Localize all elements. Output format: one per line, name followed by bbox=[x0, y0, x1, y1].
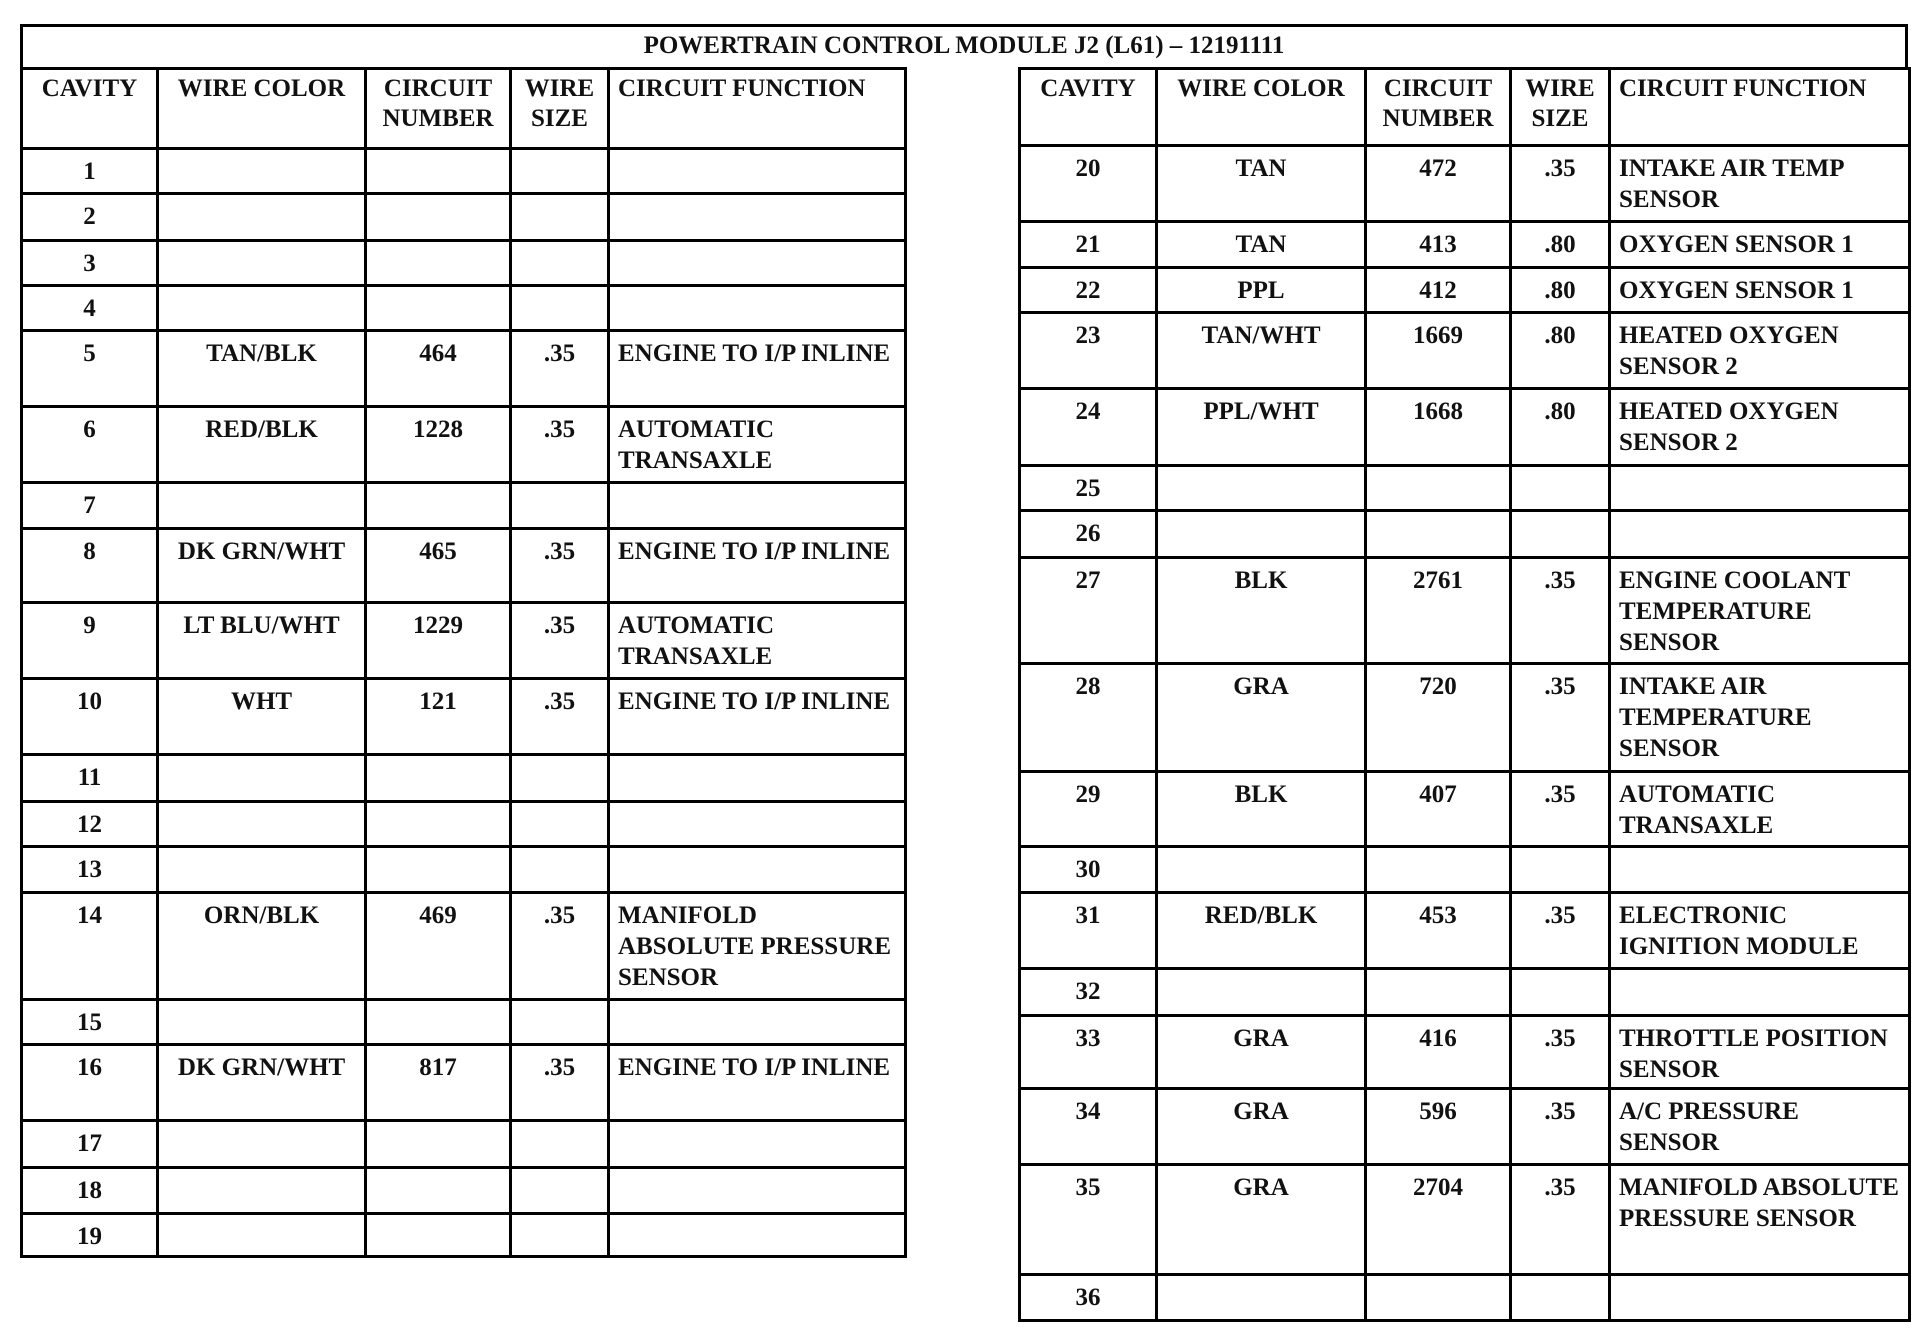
wire-size-cell: .35 bbox=[1511, 146, 1610, 222]
cavity-cell: 32 bbox=[1020, 969, 1157, 1016]
wire-color-cell: RED/BLK bbox=[158, 407, 366, 483]
table-row bbox=[22, 194, 906, 241]
circuit-function-cell: A/C PRESSURE SENSOR bbox=[1610, 1089, 1910, 1165]
circuit-number-cell: 2761 bbox=[1366, 558, 1511, 664]
wire-size-cell: .35 bbox=[511, 1045, 609, 1121]
wire-color-cell: BLK bbox=[1157, 772, 1366, 847]
cavity-cell: 6 bbox=[22, 407, 158, 483]
table-row bbox=[1020, 558, 1910, 664]
circuit-function-cell bbox=[1610, 466, 1910, 511]
wire-size-cell bbox=[1511, 969, 1610, 1016]
wire-size-cell bbox=[1511, 466, 1610, 511]
cavity-cell: 10 bbox=[22, 679, 158, 755]
table-row bbox=[22, 1214, 906, 1257]
circuit-number-cell: 412 bbox=[1366, 268, 1511, 313]
table-row bbox=[22, 407, 906, 483]
wire-size-cell: .80 bbox=[1511, 389, 1610, 466]
cavity-cell: 36 bbox=[1020, 1275, 1157, 1321]
circuit-function-cell bbox=[609, 241, 906, 286]
table-row bbox=[1020, 847, 1910, 893]
circuit-number-cell: 1228 bbox=[366, 407, 511, 483]
circuit-number-cell: 720 bbox=[1366, 664, 1511, 772]
wire-color-cell bbox=[1157, 466, 1366, 511]
circuit-function-cell: OXYGEN SENSOR 1 bbox=[1610, 222, 1910, 268]
wire-color-cell bbox=[158, 755, 366, 802]
table-row bbox=[1020, 511, 1910, 558]
wire-color-cell bbox=[158, 1168, 366, 1214]
table-row bbox=[22, 603, 906, 679]
circuit-function-cell: INTAKE AIR TEMPERATURE SENSOR bbox=[1610, 664, 1910, 772]
circuit-function-cell bbox=[609, 483, 906, 529]
table-row bbox=[22, 483, 906, 529]
table-row bbox=[1020, 969, 1910, 1016]
circuit-number-cell bbox=[366, 1214, 511, 1257]
wire-size-cell bbox=[511, 194, 609, 241]
wire-color-cell: LT BLU/WHT bbox=[158, 603, 366, 679]
wire-color-cell: GRA bbox=[1157, 664, 1366, 772]
table-row bbox=[1020, 222, 1910, 268]
header-wire-size: WIRE SIZE bbox=[511, 69, 609, 149]
circuit-number-cell bbox=[1366, 466, 1511, 511]
cavity-cell: 4 bbox=[22, 286, 158, 331]
wire-color-cell: PPL bbox=[1157, 268, 1366, 313]
wire-color-cell bbox=[158, 241, 366, 286]
circuit-number-cell: 464 bbox=[366, 331, 511, 407]
circuit-function-cell: ELECTRONIC IGNITION MODULE bbox=[1610, 893, 1910, 969]
wire-size-cell bbox=[1511, 1275, 1610, 1321]
table-row bbox=[22, 893, 906, 1000]
pinout-table-right bbox=[1018, 67, 1911, 1322]
header-wire-size: WIRE SIZE bbox=[1511, 69, 1610, 146]
wire-size-cell bbox=[511, 847, 609, 893]
table-row bbox=[1020, 146, 1910, 222]
circuit-number-cell bbox=[366, 1121, 511, 1168]
circuit-function-cell: ENGINE TO I/P INLINE bbox=[609, 529, 906, 603]
circuit-number-cell: 416 bbox=[1366, 1016, 1511, 1089]
wire-size-cell bbox=[511, 286, 609, 331]
circuit-number-cell bbox=[366, 286, 511, 331]
wire-color-cell bbox=[158, 286, 366, 331]
wire-color-cell bbox=[158, 483, 366, 529]
pinout-table-left bbox=[20, 67, 907, 1258]
wire-size-cell: .35 bbox=[1511, 893, 1610, 969]
table-row bbox=[1020, 1275, 1910, 1321]
circuit-number-cell: 121 bbox=[366, 679, 511, 755]
wire-color-cell bbox=[158, 149, 366, 194]
wire-size-cell bbox=[511, 1121, 609, 1168]
circuit-number-cell bbox=[366, 755, 511, 802]
wire-color-cell bbox=[158, 1121, 366, 1168]
cavity-cell: 5 bbox=[22, 331, 158, 407]
wire-size-cell: .35 bbox=[1511, 772, 1610, 847]
circuit-function-cell bbox=[609, 847, 906, 893]
circuit-number-cell: 596 bbox=[1366, 1089, 1511, 1165]
circuit-function-cell bbox=[609, 1121, 906, 1168]
circuit-function-cell bbox=[1610, 1275, 1910, 1321]
table-row bbox=[22, 1121, 906, 1168]
cavity-cell: 12 bbox=[22, 802, 158, 847]
table-row bbox=[22, 1168, 906, 1214]
cavity-cell: 27 bbox=[1020, 558, 1157, 664]
circuit-number-cell bbox=[1366, 969, 1511, 1016]
wire-color-cell bbox=[1157, 969, 1366, 1016]
cavity-cell: 8 bbox=[22, 529, 158, 603]
table-row bbox=[1020, 1016, 1910, 1089]
table-row bbox=[22, 802, 906, 847]
wire-size-cell: .35 bbox=[511, 331, 609, 407]
table-row bbox=[1020, 268, 1910, 313]
wire-size-cell: .35 bbox=[511, 893, 609, 1000]
header-circuit-number: CIRCUIT NUMBER bbox=[1366, 69, 1511, 146]
wire-color-cell: ORN/BLK bbox=[158, 893, 366, 1000]
circuit-function-cell bbox=[609, 286, 906, 331]
table-row bbox=[1020, 772, 1910, 847]
wire-color-cell: PPL/WHT bbox=[1157, 389, 1366, 466]
cavity-cell: 33 bbox=[1020, 1016, 1157, 1089]
table-row bbox=[22, 331, 906, 407]
circuit-function-cell: OXYGEN SENSOR 1 bbox=[1610, 268, 1910, 313]
cavity-cell: 35 bbox=[1020, 1165, 1157, 1275]
circuit-function-cell: MANIFOLD ABSOLUTE PRESSURE SENSOR bbox=[609, 893, 906, 1000]
wire-size-cell: .35 bbox=[511, 407, 609, 483]
wire-color-cell: BLK bbox=[1157, 558, 1366, 664]
cavity-cell: 11 bbox=[22, 755, 158, 802]
cavity-cell: 22 bbox=[1020, 268, 1157, 313]
circuit-function-cell: HEATED OXYGEN SENSOR 2 bbox=[1610, 389, 1910, 466]
circuit-number-cell bbox=[366, 802, 511, 847]
circuit-number-cell: 469 bbox=[366, 893, 511, 1000]
wire-size-cell bbox=[511, 755, 609, 802]
cavity-cell: 20 bbox=[1020, 146, 1157, 222]
wire-size-cell: .80 bbox=[1511, 313, 1610, 389]
circuit-function-cell bbox=[1610, 847, 1910, 893]
circuit-number-cell: 817 bbox=[366, 1045, 511, 1121]
cavity-cell: 2 bbox=[22, 194, 158, 241]
cavity-cell: 21 bbox=[1020, 222, 1157, 268]
circuit-function-cell: AUTOMATIC TRANSAXLE bbox=[1610, 772, 1910, 847]
wire-size-cell: .35 bbox=[1511, 1089, 1610, 1165]
wire-color-cell: GRA bbox=[1157, 1016, 1366, 1089]
circuit-number-cell: 1668 bbox=[1366, 389, 1511, 466]
cavity-cell: 34 bbox=[1020, 1089, 1157, 1165]
circuit-number-cell bbox=[1366, 511, 1511, 558]
circuit-number-cell: 407 bbox=[1366, 772, 1511, 847]
cavity-cell: 1 bbox=[22, 149, 158, 194]
wire-color-cell bbox=[1157, 1275, 1366, 1321]
wire-size-cell: .35 bbox=[511, 679, 609, 755]
circuit-number-cell: 472 bbox=[1366, 146, 1511, 222]
wire-color-cell bbox=[158, 1000, 366, 1045]
circuit-function-cell bbox=[609, 1000, 906, 1045]
cavity-cell: 9 bbox=[22, 603, 158, 679]
circuit-function-cell: HEATED OXYGEN SENSOR 2 bbox=[1610, 313, 1910, 389]
wire-color-cell: TAN bbox=[1157, 146, 1366, 222]
circuit-function-cell: THROTTLE POSITION SENSOR bbox=[1610, 1016, 1910, 1089]
header-row bbox=[1020, 69, 1910, 146]
table-row bbox=[22, 241, 906, 286]
circuit-number-cell: 2704 bbox=[1366, 1165, 1511, 1275]
circuit-function-cell bbox=[609, 1168, 906, 1214]
wire-size-cell: .35 bbox=[1511, 1165, 1610, 1275]
table-row bbox=[1020, 1089, 1910, 1165]
header-cavity: CAVITY bbox=[1020, 69, 1157, 146]
cavity-cell: 28 bbox=[1020, 664, 1157, 772]
circuit-function-cell bbox=[1610, 511, 1910, 558]
circuit-function-cell bbox=[609, 194, 906, 241]
table-row bbox=[22, 529, 906, 603]
wire-size-cell bbox=[1511, 511, 1610, 558]
table-row bbox=[22, 755, 906, 802]
cavity-cell: 30 bbox=[1020, 847, 1157, 893]
wire-size-cell: .80 bbox=[1511, 268, 1610, 313]
circuit-number-cell: 465 bbox=[366, 529, 511, 603]
table-row bbox=[22, 149, 906, 194]
header-circuit-function: CIRCUIT FUNCTION bbox=[1610, 69, 1910, 146]
wire-color-cell: GRA bbox=[1157, 1165, 1366, 1275]
wire-color-cell bbox=[158, 802, 366, 847]
circuit-function-cell: ENGINE TO I/P INLINE bbox=[609, 679, 906, 755]
header-row bbox=[22, 69, 906, 149]
table-row bbox=[1020, 664, 1910, 772]
header-cavity: CAVITY bbox=[22, 69, 158, 149]
header-circuit-number: CIRCUIT NUMBER bbox=[366, 69, 511, 149]
cavity-cell: 3 bbox=[22, 241, 158, 286]
circuit-number-cell: 1669 bbox=[1366, 313, 1511, 389]
circuit-number-cell bbox=[366, 1168, 511, 1214]
table-row bbox=[22, 1000, 906, 1045]
circuit-number-cell bbox=[366, 847, 511, 893]
circuit-function-cell: AUTOMATIC TRANSAXLE bbox=[609, 407, 906, 483]
header-wire-color: WIRE COLOR bbox=[1157, 69, 1366, 146]
wire-color-cell bbox=[158, 194, 366, 241]
circuit-function-cell bbox=[1610, 969, 1910, 1016]
circuit-number-cell bbox=[366, 194, 511, 241]
table-row bbox=[22, 1045, 906, 1121]
cavity-cell: 13 bbox=[22, 847, 158, 893]
wire-size-cell: .35 bbox=[1511, 1016, 1610, 1089]
table-row bbox=[22, 679, 906, 755]
table-title: POWERTRAIN CONTROL MODULE J2 (L61) – 12191111 bbox=[20, 24, 1908, 67]
circuit-number-cell bbox=[366, 149, 511, 194]
circuit-function-cell bbox=[609, 755, 906, 802]
circuit-function-cell bbox=[609, 149, 906, 194]
circuit-function-cell bbox=[609, 802, 906, 847]
wire-size-cell: .80 bbox=[1511, 222, 1610, 268]
circuit-number-cell: 1229 bbox=[366, 603, 511, 679]
circuit-function-cell: ENGINE COOLANT TEMPERATURE SENSOR bbox=[1610, 558, 1910, 664]
wire-size-cell bbox=[511, 483, 609, 529]
cavity-cell: 25 bbox=[1020, 466, 1157, 511]
circuit-number-cell bbox=[1366, 1275, 1511, 1321]
cavity-cell: 15 bbox=[22, 1000, 158, 1045]
cavity-cell: 24 bbox=[1020, 389, 1157, 466]
circuit-function-cell: INTAKE AIR TEMP SENSOR bbox=[1610, 146, 1910, 222]
table-row bbox=[22, 847, 906, 893]
table-row bbox=[1020, 313, 1910, 389]
cavity-cell: 19 bbox=[22, 1214, 158, 1257]
wire-color-cell bbox=[158, 847, 366, 893]
wire-size-cell bbox=[1511, 847, 1610, 893]
wire-color-cell: GRA bbox=[1157, 1089, 1366, 1165]
cavity-cell: 14 bbox=[22, 893, 158, 1000]
circuit-number-cell bbox=[1366, 847, 1511, 893]
cavity-cell: 16 bbox=[22, 1045, 158, 1121]
circuit-function-cell: AUTOMATIC TRANSAXLE bbox=[609, 603, 906, 679]
header-circuit-function: CIRCUIT FUNCTION bbox=[609, 69, 906, 149]
circuit-function-cell: MANIFOLD ABSOLUTE PRESSURE SENSOR bbox=[1610, 1165, 1910, 1275]
circuit-function-cell bbox=[609, 1214, 906, 1257]
circuit-number-cell bbox=[366, 241, 511, 286]
wire-color-cell: WHT bbox=[158, 679, 366, 755]
table-row bbox=[1020, 893, 1910, 969]
circuit-number-cell bbox=[366, 1000, 511, 1045]
wire-color-cell: TAN/WHT bbox=[1157, 313, 1366, 389]
wire-color-cell: TAN/BLK bbox=[158, 331, 366, 407]
cavity-cell: 7 bbox=[22, 483, 158, 529]
table-row bbox=[22, 286, 906, 331]
wire-color-cell: DK GRN/WHT bbox=[158, 1045, 366, 1121]
wire-size-cell: .35 bbox=[1511, 558, 1610, 664]
cavity-cell: 18 bbox=[22, 1168, 158, 1214]
circuit-function-cell: ENGINE TO I/P INLINE bbox=[609, 331, 906, 407]
wire-color-cell bbox=[1157, 847, 1366, 893]
cavity-cell: 26 bbox=[1020, 511, 1157, 558]
header-wire-color: WIRE COLOR bbox=[158, 69, 366, 149]
table-row bbox=[1020, 1165, 1910, 1275]
table-row bbox=[1020, 466, 1910, 511]
wire-size-cell bbox=[511, 149, 609, 194]
circuit-function-cell: ENGINE TO I/P INLINE bbox=[609, 1045, 906, 1121]
wire-color-cell bbox=[1157, 511, 1366, 558]
wire-size-cell bbox=[511, 1168, 609, 1214]
table-row bbox=[1020, 389, 1910, 466]
wire-size-cell bbox=[511, 241, 609, 286]
wire-size-cell: .35 bbox=[511, 529, 609, 603]
cavity-cell: 29 bbox=[1020, 772, 1157, 847]
wire-size-cell: .35 bbox=[1511, 664, 1610, 772]
wire-size-cell: .35 bbox=[511, 603, 609, 679]
circuit-number-cell bbox=[366, 483, 511, 529]
circuit-number-cell: 413 bbox=[1366, 222, 1511, 268]
wire-size-cell bbox=[511, 1214, 609, 1257]
wire-color-cell bbox=[158, 1214, 366, 1257]
cavity-cell: 31 bbox=[1020, 893, 1157, 969]
wire-color-cell: DK GRN/WHT bbox=[158, 529, 366, 603]
wire-color-cell: RED/BLK bbox=[1157, 893, 1366, 969]
cavity-cell: 23 bbox=[1020, 313, 1157, 389]
wire-size-cell bbox=[511, 1000, 609, 1045]
circuit-number-cell: 453 bbox=[1366, 893, 1511, 969]
wire-size-cell bbox=[511, 802, 609, 847]
wire-color-cell: TAN bbox=[1157, 222, 1366, 268]
cavity-cell: 17 bbox=[22, 1121, 158, 1168]
